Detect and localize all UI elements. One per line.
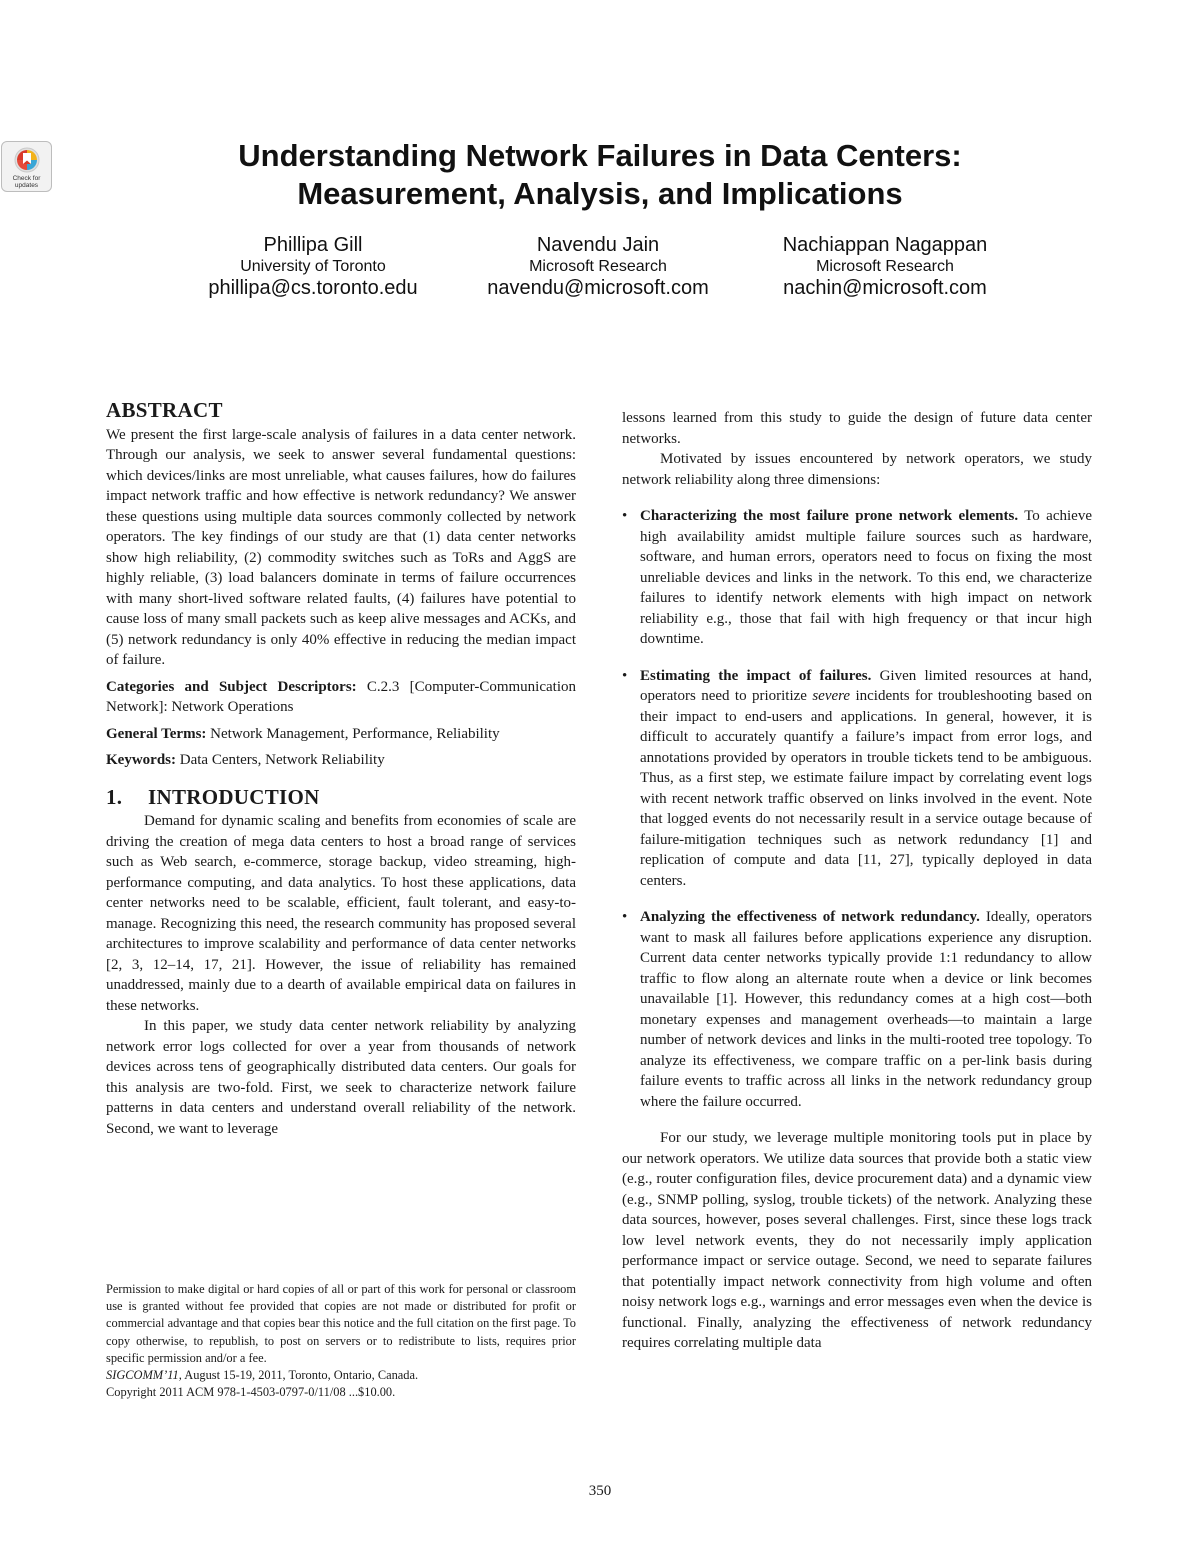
conference-name: SIGCOMM’11, xyxy=(106,1368,182,1383)
bullet-text-pre: Given limited resources at hand, operators need to prioritize xyxy=(640,667,1092,704)
categories-line xyxy=(106,677,576,718)
conference-line xyxy=(106,1367,576,1384)
general-terms-line xyxy=(106,724,576,745)
author-email: phillipa@cs.toronto.edu xyxy=(208,277,418,299)
author-block xyxy=(148,232,478,300)
left-column xyxy=(106,400,576,1139)
right-column xyxy=(622,408,1092,1354)
general-terms-text: Network Management, Performance, Reliability xyxy=(206,725,500,742)
section-number: 1. xyxy=(106,784,123,809)
paper-title-line-1: Understanding Network Failures in Data Centers: xyxy=(238,138,962,173)
bullet-emphasis: severe xyxy=(812,688,851,704)
abstract-body: We present the first large-scale analysis of failures in a data center network. Through our analysis, we seek to answer several fundamental questions: which devices/links are most unreliable, what causes failures, how do failures impact network traffic and how effective is network redundancy? We answer these questions using multiple data sources commonly collected by network operators. The key findings of our study are that (1) data center networks show high reliability, (2) commodity switches such as ToRs and AggS are highly reliable, (3) load balancers dominate in terms of failure occurrences with many short-lived software related faults, (4) failures have potential to cause loss of many small packets such as keep alive messages and ACKs, and (5) network redundancy is only 40% effective in reducing the median impact of failure. xyxy=(106,426,576,668)
author-block xyxy=(433,232,763,300)
intro-paragraph-4: Motivated by issues encountered by network operators, we study network reliability along three dimensions: xyxy=(622,451,1092,488)
abstract-heading: ABSTRACT xyxy=(106,398,223,422)
bullet-text: Ideally, operators want to mask all failures before applications experience any disruption. Current data center networks typically provide 1:1 redundancy to allow traffic to flow along an alternate route when a device or link becomes unavailable [1]. However, this redundancy comes at a high cost—both monetary expenses and management overheads—to maintain a large number of network devices and links in the multi-rooted tree topology. To analyze its effectiveness, we compare traffic on a per-link basis during failure events to traffic across all links in the network redundancy group where the failure occurred. xyxy=(640,909,1093,1110)
copyright-line: Copyright 2011 ACM 978-1-4503-0797-0/11/08 ...$10.00. xyxy=(106,1385,396,1400)
author-block xyxy=(720,232,1050,300)
paper-title-line-2: Measurement, Analysis, and Implications xyxy=(297,176,903,211)
bullet-label: Analyzing the effectiveness of network redundancy. xyxy=(640,909,980,925)
crossmark-icon xyxy=(14,147,40,173)
bullet-item xyxy=(622,506,1092,650)
bullet-item xyxy=(622,666,1092,892)
intro-paragraph-5: For our study, we leverage multiple monitoring tools put in place by our network operators. We utilize data sources that provide both a static view (e.g., router configuration files, device procurement data) and a dynamic view (e.g., SNMP polling, syslog, trouble tickets) of the network. Analyzing these data sources, however, poses several challenges. First, since these logs track low level network events, they do not necessarily imply application performance impact or service outage. Second, we need to separate failures that potentially impact network connectivity from high volume and often noisy network logs e.g., warnings and error messages even when the device is functional. Finally, analyzing the effectiveness of network redundancy requires correlating multiple data xyxy=(622,1130,1092,1351)
author-name: Phillipa Gill xyxy=(263,234,363,256)
keywords-text: Data Centers, Network Reliability xyxy=(176,752,385,768)
check-for-updates-badge[interactable] xyxy=(1,141,52,192)
author-email: navendu@microsoft.com xyxy=(487,277,709,299)
bullet-item xyxy=(622,907,1092,1112)
bullet-label: Estimating the impact of failures. xyxy=(640,667,872,684)
bullet-text: incidents for troubleshooting based on their impact to end-users and applications. In general, however, it is difficult to accurately quantify a failure’s impact from error logs, and annotations provided by operators in trouble tickets tend to be ambiguous. Thus, as a first step, we estimate failure impact by correlating event logs with recent network traffic observed on links involved in the event. Note that logged events do not necessarily result in a service outage because of failure-mitigation techniques such as network redundancy [1] and replication of compute and data [11, 27], typically deployed in data centers. xyxy=(640,688,1092,889)
permission-footnote xyxy=(106,1281,576,1401)
categories-text: C.2.3 [Computer-Communication Network]: Network Operations xyxy=(106,678,576,715)
intro-paragraph-1: Demand for dynamic scaling and benefits from economies of scale are driving the creation of mega data centers to host a broad range of services such as Web search, e-commerce, storage backup, video streaming, high-performance computing, and data analytics. To host these applications, data center networks need to be scalable, efficient, fault tolerant, and easy-to-manage. Recognizing this need, the research community has proposed several architectures to improve scalability and performance of data center networks [2, 3, 12–14, 17, 21]. However, the issue of reliability has remained unaddressed, mainly due to a dearth of available empirical data on failures in these networks. xyxy=(106,813,576,1014)
section-title: INTRODUCTION xyxy=(148,784,320,809)
intro-heading xyxy=(106,784,576,809)
general-terms-label: General Terms: xyxy=(106,725,207,742)
author-affiliation: Microsoft Research xyxy=(529,258,667,275)
author-name: Nachiappan Nagappan xyxy=(782,234,988,256)
bullet-text: To achieve high availability amidst multiple failure sources such as hardware, software, and human errors, operators need to focus on fixing the most unreliable devices and links in the network. To this end, we characterize failures to identify network elements with high impact on network reliability e.g., those that fail with high frequency or that incur high downtime. xyxy=(640,508,1092,647)
keywords-line xyxy=(106,750,576,771)
page-number: 350 xyxy=(588,1483,612,1499)
author-email: nachin@microsoft.com xyxy=(783,277,987,299)
permission-text: Permission to make digital or hard copies of all or part of this work for personal or classroom use is granted without fee provided that copies are not made or distributed for profit or commercial advantage and that copies bear this notice and the full citation on the first page. To copy otherwise, to republish, to post on servers or to redistribute to lists, requires prior specific permission and/or a fee. xyxy=(106,1282,576,1365)
author-name: Navendu Jain xyxy=(536,234,660,256)
keywords-label: Keywords: xyxy=(106,752,176,768)
intro-paragraph-3: lessons learned from this study to guide the design of future data center networks. xyxy=(622,410,1092,447)
categories-label: Categories and Subject Descriptors: xyxy=(106,678,357,695)
conference-details: August 15-19, 2011, Toronto, Ontario, Canada. xyxy=(181,1368,419,1383)
author-affiliation: University of Toronto xyxy=(240,258,386,275)
author-affiliation: Microsoft Research xyxy=(816,258,954,275)
badge-label: Check for updates xyxy=(12,175,41,189)
bullet-label: Characterizing the most failure prone network elements. xyxy=(640,508,1019,524)
intro-paragraph-2: In this paper, we study data center network reliability by analyzing network error logs collected for over a year from thousands of network devices across tens of geographically distributed data centers. Our goals for this analysis are two-fold. First, we seek to characterize network failure patterns in data centers and understand overall reliability of the network. Second, we want to leverage xyxy=(106,1018,576,1137)
